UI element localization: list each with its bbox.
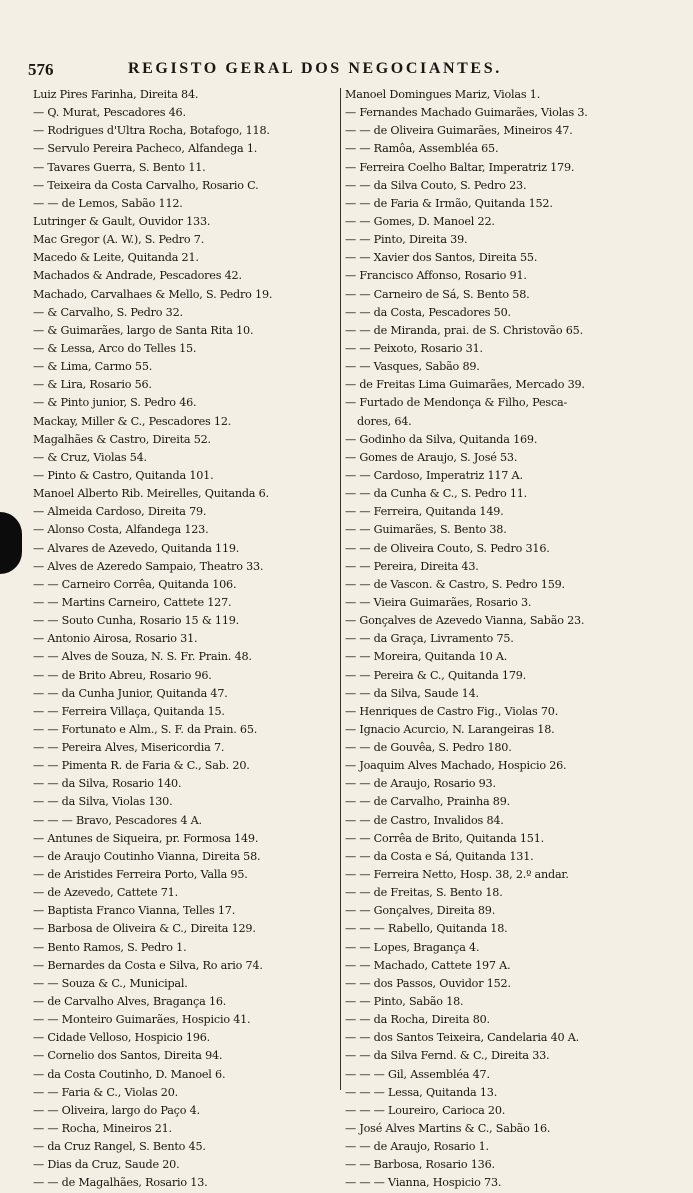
directory-entry: — de Aristides Ferreira Porto, Valla 95. [33,868,248,882]
binding-hole [0,512,22,574]
directory-entry: — — Oliveira, largo do Paço 4. [33,1103,200,1117]
directory-entry: — — Carneiro Corrêa, Quitanda 106. [33,577,237,591]
directory-entry: — — Rocha, Mineiros 21. [33,1122,172,1136]
directory-entry: — Tavares Guerra, S. Bento 11. [33,160,206,174]
directory-entry: — — Souto Cunha, Rosario 15 & 119. [33,614,240,628]
directory-entry: — — Ferreira Villaça, Quitanda 15. [33,704,225,718]
directory-entry: — — de Araujo, Rosario 93. [345,777,496,791]
directory-entry: — Cidade Velloso, Hospicio 196. [33,1031,211,1045]
directory-entry: — Dias da Cruz, Saude 20. [33,1158,180,1172]
directory-entry: — Joaquim Alves Machado, Hospicio 26. [345,759,567,773]
directory-entry: — — de Araujo, Rosario 1. [345,1140,489,1154]
directory-entry: — — Machado, Cattete 197 A. [345,958,511,972]
directory-entry: — Godinho da Silva, Quitanda 169. [345,432,538,446]
directory-entry: — — — Gil, Assembléa 47. [345,1067,490,1081]
directory-entry: — — Corrêa de Brito, Quitanda 151. [345,831,544,845]
directory-entry: — — Pinto, Sabão 18. [345,995,464,1009]
page-number: 576 [28,60,54,79]
directory-entry: — Ignacio Acurcio, N. Larangeiras 18. [345,722,555,736]
left-column [33,86,336,1193]
directory-entry: — — da Silva Fernd. & C., Direita 33. [345,1049,550,1063]
directory-entry: — — Gonçalves, Direita 89. [345,904,496,918]
directory-entry: — — de Lemos, Sabão 112. [33,196,183,210]
directory-entry: — — Faria & C., Violas 20. [33,1085,178,1099]
directory-entry: — Teixeira da Costa Carvalho, Rosario C. [33,178,259,192]
directory-entry: dores, 64. [357,414,412,428]
directory-entry: — Francisco Affonso, Rosario 91. [345,269,527,283]
directory-entry: — — de Faria & Irmão, Quitanda 152. [345,196,553,210]
right-column [345,86,665,1193]
directory-entry: — — de Magalhães, Rosario 13. [33,1176,208,1190]
directory-entry: — — da Rocha, Direita 80. [345,1013,490,1027]
directory-entry: — — — Loureiro, Carioca 20. [345,1103,506,1117]
directory-entry: — — de Brito Abreu, Rosario 96. [33,668,212,682]
directory-entry: — — Ferreira Netto, Hosp. 38, 2.º andar. [345,868,569,882]
directory-entry: — Ferreira Coelho Baltar, Imperatriz 179. [345,160,575,174]
directory-entry: Magalhães & Castro, Direita 52. [33,432,211,446]
directory-entry: — — dos Santos Teixeira, Candelaria 40 A. [345,1031,580,1045]
column-divider [340,88,341,1090]
directory-entry: — — da Silva, Saude 14. [345,686,479,700]
directory-entry: — — de Vascon. & Castro, S. Pedro 159. [345,577,565,591]
directory-entry: — Rodrigues d'Ultra Rocha, Botafogo, 118. [33,124,270,138]
directory-entry: — Bento Ramos, S. Pedro 1. [33,940,187,954]
directory-entry: — — Barbosa, Rosario 136. [345,1158,495,1172]
directory-entry: — — de Freitas, S. Bento 18. [345,886,503,900]
directory-entry: Mac Gregor (A. W.), S. Pedro 7. [33,233,205,247]
running-title: REGISTO GERAL DOS NEGOCIANTES. [128,60,502,77]
directory-entry: — Baptista Franco Vianna, Telles 17. [33,904,236,918]
directory-entry: — de Azevedo, Cattete 71. [33,886,178,900]
page-header [28,58,668,86]
directory-entry: Manoel Domingues Mariz, Violas 1. [345,88,541,101]
directory-entry: — — Souza & C., Municipal. [33,976,188,990]
directory-entry: — — da Silva, Violas 130. [33,795,173,809]
directory-entry: — da Cruz Rangel, S. Bento 45. [33,1140,206,1154]
directory-entry: Machados & Andrade, Pescadores 42. [33,269,242,283]
directory-entry: — — — Lessa, Quitanda 13. [345,1085,498,1099]
directory-entry: — Almeida Cardoso, Direita 79. [33,505,207,519]
directory-entry: — Antunes de Siqueira, pr. Formosa 149. [33,831,259,845]
directory-entry: — — da Cunha Junior, Quitanda 47. [33,686,228,700]
directory-entry: — — Vasques, Sabão 89. [345,360,480,374]
directory-entry: — — da Graça, Livramento 75. [345,632,514,646]
directory-entry: Macedo & Leite, Quitanda 21. [33,251,199,265]
directory-entry: — Antonio Airosa, Rosario 31. [33,632,198,646]
directory-entry: — de Freitas Lima Guimarães, Mercado 39. [345,378,585,392]
directory-entry: — — Moreira, Quitanda 10 A. [345,650,508,664]
directory-entry: — — de Gouvêa, S. Pedro 180. [345,741,512,755]
directory-entry: — — Guimarães, S. Bento 38. [345,523,507,537]
directory-entry: — — Ramôa, Assembléa 65. [345,142,499,156]
directory-entry: — — — Rabello, Quitanda 18. [345,922,508,936]
directory-entry: — — Ferreira, Quitanda 149. [345,505,504,519]
directory-entry: — Gomes de Araujo, S. José 53. [345,450,518,464]
directory-entry: — — Vieira Guimarães, Rosario 3. [345,595,532,609]
directory-entry: — — — Vianna, Hospicio 73. [345,1176,502,1190]
directory-entry: — — de Oliveira Couto, S. Pedro 316. [345,541,550,555]
directory-entry: — — Carneiro de Sá, S. Bento 58. [345,287,530,301]
directory-entry: — José Alves Martins & C., Sabão 16. [345,1122,551,1136]
directory-entry: — Alvares de Azevedo, Quitanda 119. [33,541,240,555]
directory-entry: — Q. Murat, Pescadores 46. [33,106,186,120]
directory-entry: — Furtado de Mendonça & Filho, Pesca- [345,396,568,410]
directory-entry: — Alves de Azeredo Sampaio, Theatro 33. [33,559,264,573]
directory-entry: — Alonso Costa, Alfandega 123. [33,523,209,537]
directory-entry: — — Fortunato e Alm., S. F. da Prain. 65. [33,722,258,736]
directory-entry: — — Cardoso, Imperatriz 117 A. [345,468,523,482]
directory-entry: — Pinto & Castro, Quitanda 101. [33,468,214,482]
directory-entry: — — Lopes, Bragança 4. [345,940,480,954]
directory-entry: — Bernardes da Costa e Silva, Ro ario 74. [33,958,263,972]
directory-entry: — — da Silva Couto, S. Pedro 23. [345,178,527,192]
directory-entry: — — de Carvalho, Prainha 89. [345,795,510,809]
directory-entry: — Barbosa de Oliveira & C., Direita 129. [33,922,256,936]
directory-entry: — — Pereira Alves, Misericordia 7. [33,741,225,755]
directory-entry: — & Lira, Rosario 56. [33,378,152,392]
directory-entry: — — de Miranda, prai. de S. Christovão 65. [345,323,583,337]
directory-entry: — de Araujo Coutinho Vianna, Direita 58. [33,849,261,863]
directory-entry: — & Guimarães, largo de Santa Rita 10. [33,323,254,337]
directory-entry: — Henriques de Castro Fig., Violas 70. [345,704,559,718]
directory-entry: Manoel Alberto Rib. Meirelles, Quitanda 6. [33,487,269,501]
directory-entry: — — de Castro, Invalidos 84. [345,813,504,827]
directory-entry: — Fernandes Machado Guimarães, Violas 3. [345,106,588,120]
directory-entry: — & Lima, Carmo 55. [33,360,153,374]
directory-entry: — — Monteiro Guimarães, Hospicio 41. [33,1013,251,1027]
directory-entry: — & Lessa, Arco do Telles 15. [33,341,197,355]
directory-entry: — — da Costa, Pescadores 50. [345,305,511,319]
directory-entry: — — Gomes, D. Manoel 22. [345,214,495,228]
directory-entry: — — Peixoto, Rosario 31. [345,341,483,355]
directory-entry: — — Pereira, Direita 43. [345,559,479,573]
directory-entry: — — — Bravo, Pescadores 4 A. [33,813,202,827]
directory-entry: — da Costa Coutinho, D. Manoel 6. [33,1067,226,1081]
directory-entry: — de Carvalho Alves, Bragança 16. [33,995,227,1009]
directory-entry: — & Pinto junior, S. Pedro 46. [33,396,197,410]
directory-entry: Luiz Pires Farinha, Direita 84. [33,88,199,101]
directory-entry: — — Alves de Souza, N. S. Fr. Prain. 48. [33,650,252,664]
directory-entry: — — da Costa e Sá, Quitanda 131. [345,849,534,863]
directory-entry: — — Pinto, Direita 39. [345,233,468,247]
directory-entry: Mackay, Miller & C., Pescadores 12. [33,414,232,428]
directory-entry: — Cornelio dos Santos, Direita 94. [33,1049,223,1063]
directory-entry: — Gonçalves de Azevedo Vianna, Sabão 23. [345,614,585,628]
directory-entry: — — Martins Carneiro, Cattete 127. [33,595,232,609]
directory-entry: — — de Oliveira Guimarães, Mineiros 47. [345,124,573,138]
directory-entry: — & Cruz, Violas 54. [33,450,147,464]
directory-entry: Machado, Carvalhaes & Mello, S. Pedro 19. [33,287,273,301]
directory-entry: — — Xavier dos Santos, Direita 55. [345,251,538,265]
directory-entry: Lutringer & Gault, Ouvidor 133. [33,214,211,228]
directory-entry: — — da Silva, Rosario 140. [33,777,182,791]
directory-entry: — Servulo Pereira Pacheco, Alfandega 1. [33,142,258,156]
directory-entry: — — da Cunha & C., S. Pedro 11. [345,487,528,501]
directory-entry: — — Pereira & C., Quitanda 179. [345,668,527,682]
directory-entry: — & Carvalho, S. Pedro 32. [33,305,183,319]
directory-entry: — — Pimenta R. de Faria & C., Sab. 20. [33,759,250,773]
directory-entry: — — dos Passos, Ouvidor 152. [345,976,511,990]
